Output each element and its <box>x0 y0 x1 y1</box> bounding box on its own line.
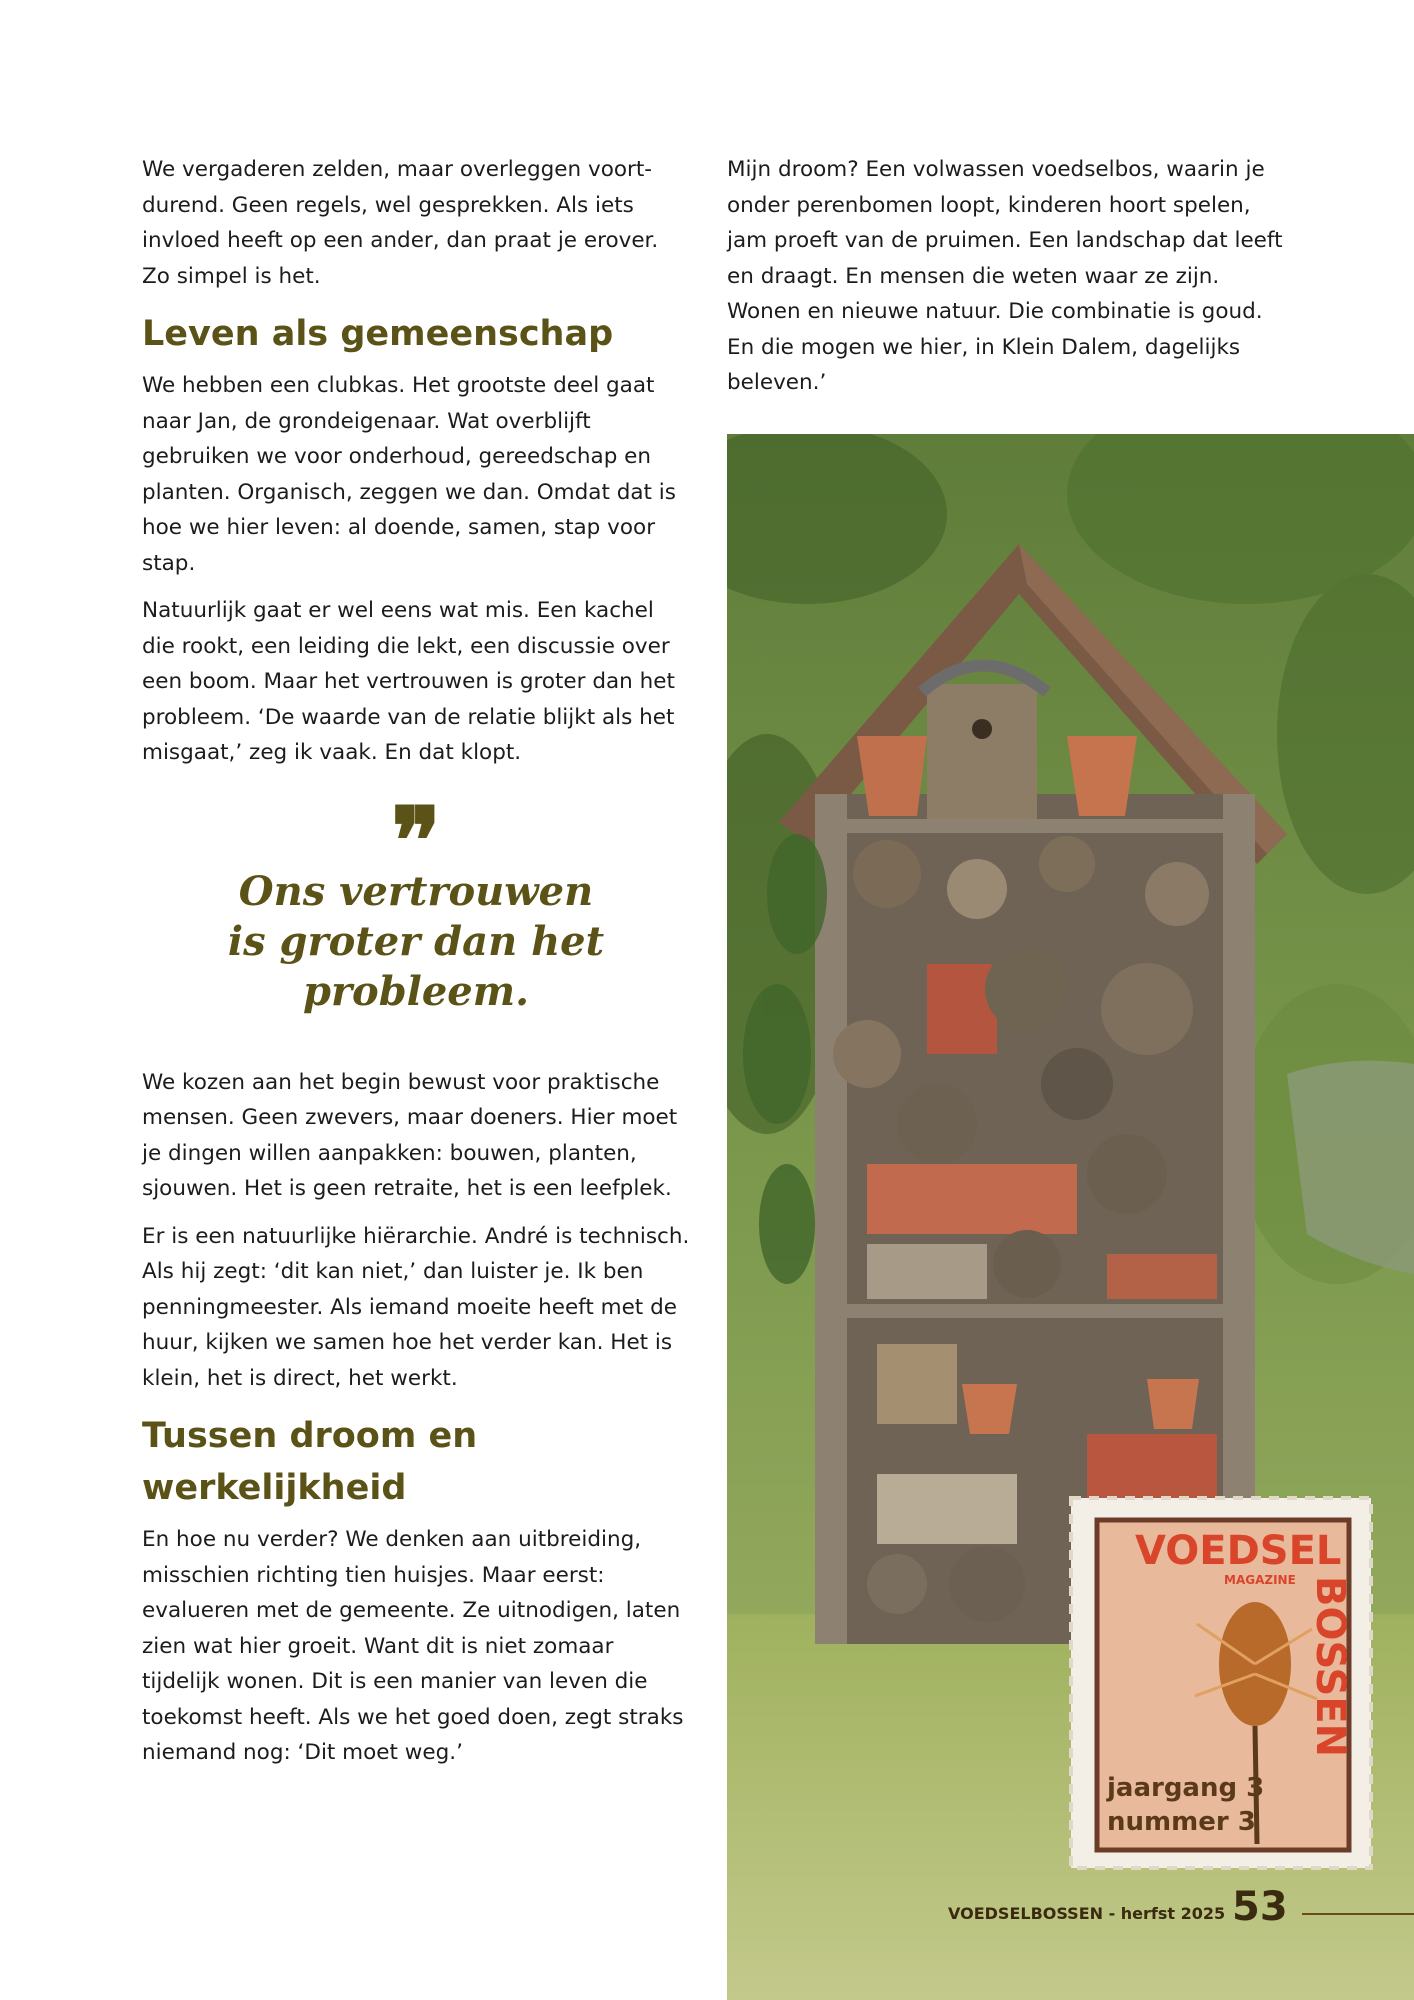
insect-hotel-illustration <box>727 434 1414 2000</box>
stamp-issue-number: nummer 3 <box>1107 1807 1256 1837</box>
pull-quote-text: Ons vertrouwen is groter dan het probleem. <box>227 867 605 1015</box>
stamp-issue-year: jaargang 3 <box>1107 1773 1265 1803</box>
insect-hotel-photo <box>727 434 1414 2000</box>
page-footer <box>930 1882 1414 1942</box>
paragraph-intro: We vergaderen zelden, maar overleggen voort-durend. Geen regels, wel gesprekken. Als iets invloed heeft op een ander, dan praat je erover. Zo simpel is het. <box>142 157 659 289</box>
heading-leven-als-gemeenschap: Leven als gemeenschap <box>142 314 614 354</box>
paragraph-clubkas: We hebben een clubkas. Het grootste deel gaat naar Jan, de grondeigenaar. Wat overblijft gebruiken we voor onderhoud, gereedschap en planten. Organisch, zeggen we dan. Omdat dat is hoe we hier leven: al doende, samen, stap voor stap. <box>142 373 676 576</box>
magazine-stamp <box>1071 1498 1371 1868</box>
stamp-subtitle: MAGAZINE <box>1224 1573 1296 1587</box>
quote-mark-icon: ❞ <box>391 786 441 895</box>
page-number: 53 <box>1232 1884 1288 1930</box>
heading-tussen-droom-en-werkelijkheid: Tussen droom en werkelijkheid <box>142 1416 478 1508</box>
left-column <box>142 152 690 1783</box>
paragraph-droom: Mijn droom? Een volwassen voedselbos, waarin je onder perenbomen loopt, kinderen hoort spelen, jam proeft van de pruimen. Een landschap dat leeft en draagt. En mensen die weten waar ze zijn. Wonen en nieuwe natuur. Die combinatie is goud. En die mogen we hier, in Klein Dalem, dagelijks beleven.’ <box>727 157 1283 395</box>
stamp-vertical-title: BOSSEN <box>1307 1576 1353 1758</box>
pull-quote <box>142 786 690 1017</box>
paragraph-hierarchie: Er is een natuurlijke hiërarchie. André is technisch. Als hij zegt: ‘dit kan niet,’ dan luister je. Ik ben penningmeester. Als iemand moeite heeft met de huur, kijken we samen hoe het verder kan. Het is klein, het is direct, het werkt. <box>142 1223 690 1391</box>
footer-rule <box>1302 1913 1414 1915</box>
footer-magazine-issue: VOEDSELBOSSEN - herfst 2025 <box>948 1904 1226 1923</box>
right-column <box>727 152 1287 413</box>
stamp-title: VOEDSEL <box>1135 1528 1342 1574</box>
paragraph-praktische-mensen: We kozen aan het begin bewust voor praktische mensen. Geen zwevers, maar doeners. Hier moet je dingen willen aanpakken: bouwen, planten, sjouwen. Het is geen retraite, het is een leefplek. <box>142 1069 678 1201</box>
paragraph-vertrouwen: Natuurlijk gaat er wel eens wat mis. Een kachel die rookt, een leiding die lekt, een discussie over een boom. Maar het vertrouwen is groter dan het probleem. ‘De waarde van de relatie blijkt als het misgaat,’ zeg ik vaak. En dat klopt. <box>142 598 675 765</box>
paragraph-toekomst: En hoe nu verder? We denken aan uitbreiding, misschien richting tien huisjes. Maar eerst: evalueren met de gemeente. Ze uitnodigen, laten zien wat hier groeit. Want dit is niet zomaar tijdelijk wonen. Dit is een manier van leven die toekomst heeft. Als we het goed doen, zegt straks niemand nog: ‘Dit moet weg.’ <box>142 1527 684 1765</box>
